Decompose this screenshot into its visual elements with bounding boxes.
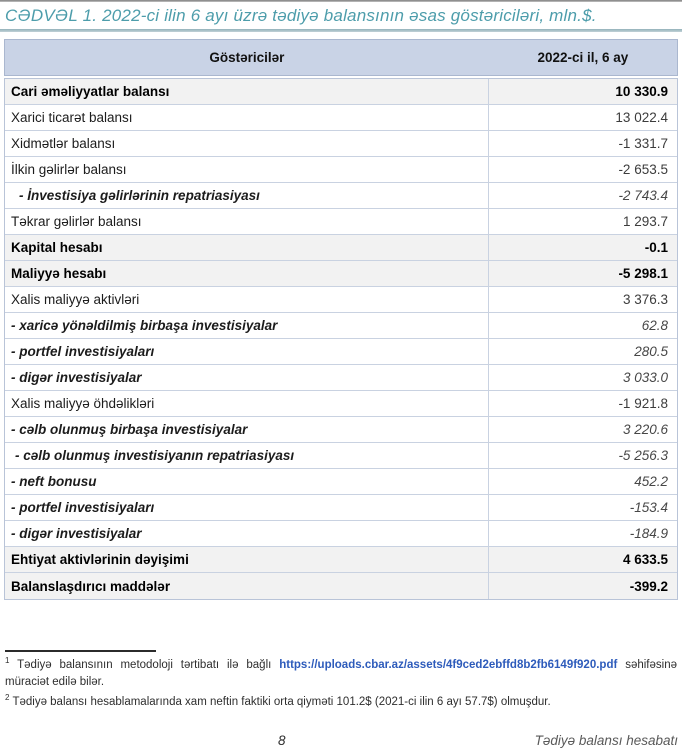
title-underline (0, 29, 682, 32)
footnote-1-marker: 1 (5, 656, 10, 666)
page-footer (0, 730, 682, 748)
row-label: Xalis maliyyə aktivləri (5, 287, 489, 312)
balance-of-payments-table (4, 39, 678, 600)
row-value: 10 330.9 (615, 84, 668, 99)
row-value: -2 743.4 (618, 188, 668, 203)
table-row (5, 443, 677, 469)
row-value: 3 220.6 (622, 422, 668, 437)
row-label: - xaricə yönəldilmiş birbaşa investisiyalar (5, 313, 489, 338)
row-value: -5 298.1 (618, 266, 668, 281)
row-value: 13 022.4 (615, 110, 668, 125)
row-value: -1 921.8 (618, 396, 668, 411)
row-label: Xidmətlər balansı (5, 131, 489, 156)
row-label: - neft bonusu (5, 469, 489, 494)
table-row (5, 365, 677, 391)
footnote-1-text-after: səhifəsinə müraciət edilə bilər. (5, 659, 677, 688)
table-row (5, 573, 677, 599)
row-label: Balanslaşdırıcı maddələr (5, 573, 489, 599)
footnote-2-text: Tədiyə balansı hesablamalarında xam neftin faktiki orta qiyməti 101.2$ (2021-ci ilin 6 ayı 57.7$) olmuşdur. (12, 695, 551, 708)
table-row (5, 209, 677, 235)
row-label: Xalis maliyyə öhdəlikləri (5, 391, 489, 416)
footnote-1 (0, 655, 682, 691)
row-value: -1 331.7 (618, 136, 668, 151)
row-label: Maliyyə hesabı (5, 261, 489, 286)
table-row (5, 339, 677, 365)
row-value: 452.2 (634, 474, 668, 489)
table-row (5, 131, 677, 157)
row-label: Təkrar gəlirlər balansı (5, 209, 489, 234)
table-row (5, 469, 677, 495)
table-row (5, 521, 677, 547)
table-body (4, 78, 678, 600)
methodology-link[interactable]: https://uploads.cbar.az/assets/4f9ced2ebffd8b2fb6149f920.pdf (279, 659, 618, 672)
row-label: - digər investisiyalar (5, 365, 489, 390)
row-value: -5 256.3 (618, 448, 668, 463)
row-label: - cəlb olunmuş investisiyanın repatriasiyası (5, 443, 489, 468)
footnote-separator (5, 650, 156, 652)
column-header-period: 2022-ci il, 6 ay (537, 50, 629, 65)
table-row (5, 547, 677, 573)
table-row (5, 391, 677, 417)
row-label: - İnvestisiya gəlirlərinin repatriasiyası (5, 183, 489, 208)
row-label: İlkin gəlirlər balansı (5, 157, 489, 182)
table-row (5, 79, 677, 105)
footnote-1-text-before: Tədiyə balansının metodoloji tərtibatı ilə bağlı (17, 659, 272, 672)
row-value: -0.1 (644, 240, 668, 255)
row-label: - cəlb olunmuş birbaşa investisiyalar (5, 417, 489, 442)
row-label: Ehtiyat aktivlərinin dəyişimi (5, 547, 489, 572)
row-value: -399.2 (629, 578, 668, 594)
table-row (5, 313, 677, 339)
page-number: 8 (278, 733, 286, 748)
table-header-row (4, 39, 678, 76)
row-label: - portfel investisiyaları (5, 495, 489, 520)
footnote-2 (0, 692, 682, 712)
table-row (5, 183, 677, 209)
table-row (5, 235, 677, 261)
row-label: Cari əməliyyatlar balansı (5, 79, 489, 104)
row-value: -153.4 (629, 500, 668, 515)
row-value: 62.8 (641, 318, 668, 333)
row-label: Kapital hesabı (5, 235, 489, 260)
footnotes (0, 650, 682, 712)
table-title: CƏDVƏL 1. 2022-ci ilin 6 ayı üzrə tədiyə balansının əsas göstəriciləri, mln.$. (5, 6, 597, 25)
row-label: Xarici ticarət balansı (5, 105, 489, 130)
footnote-2-marker: 2 (5, 692, 10, 702)
row-value: 3 033.0 (622, 370, 668, 385)
table-row (5, 261, 677, 287)
row-value: 1 293.7 (622, 214, 668, 229)
table-row (5, 417, 677, 443)
table-row (5, 105, 677, 131)
table-row (5, 287, 677, 313)
row-value: -2 653.5 (618, 162, 668, 177)
row-value: -184.9 (629, 526, 668, 541)
report-name: Tədiyə balansı hesabatı (534, 733, 678, 748)
row-value: 4 633.5 (622, 552, 668, 567)
row-value: 280.5 (634, 344, 668, 359)
column-header-indicators: Göstəricilər (209, 50, 285, 65)
row-label: - digər investisiyalar (5, 521, 489, 546)
row-value: 3 376.3 (622, 292, 668, 307)
table-row (5, 495, 677, 521)
row-label: - portfel investisiyaları (5, 339, 489, 364)
table-row (5, 157, 677, 183)
